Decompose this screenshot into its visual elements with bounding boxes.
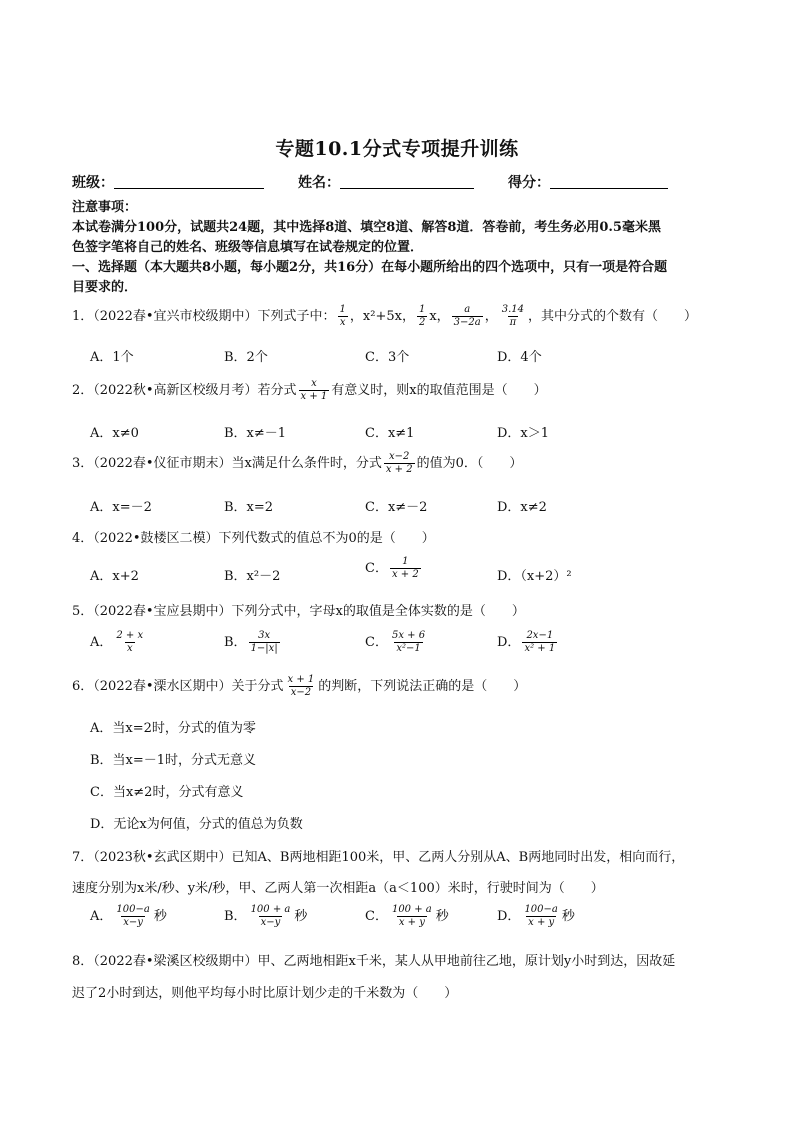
q1-stem-a: 1．（2022春•宜兴市校级期中）下列式子中：: [72, 309, 336, 324]
question-8-line-2: 迟了2小时到达，则他平均每小时比原计划少走的千米数为（ ）: [72, 986, 458, 1001]
q7-option-c[interactable]: C． $\frac{100 + a}{x + y}$ 秒: [365, 904, 449, 928]
class-blank[interactable]: [114, 174, 264, 189]
q6-frac: $\frac{x + 1}{x-2}$: [287, 674, 315, 698]
notes-heading: 注意事项：: [72, 200, 138, 215]
name-field: [298, 172, 474, 192]
q1-frac-4: $\frac{3.14}{\pi}$: [501, 304, 525, 328]
q2-option-b[interactable]: B．x≠－1: [224, 426, 287, 441]
question-7-line-1: 7．（2023秋•玄武区期中）已知A、B两地相距100米，甲、乙两人分别从A、B两地同时出发，相向而行，: [72, 850, 685, 865]
q1-option-c[interactable]: C．3个: [365, 350, 410, 365]
q2-stem-a: 2．（2022秋•高新区校级月考）若分式: [72, 383, 297, 398]
q6-option-b[interactable]: B．当x=－1时，分式无意义: [90, 753, 257, 768]
score-field: [508, 172, 668, 192]
notes-line-1: 本试卷满分100分，试题共24题，其中选择8道、填空8道、解答8道．答卷前，考生务必用0.5毫米黑: [72, 220, 661, 235]
q4-option-c[interactable]: C． $\frac{1}{x + 2}$: [365, 556, 419, 580]
section1-line-2: 目要求的．: [72, 280, 138, 295]
q2-option-d[interactable]: D．x＞1: [497, 426, 550, 441]
section1-line-1: 一、选择题（本大题共8小题，每小题2分，共16分）在每小题所给出的四个选项中，只有一项是符合题: [72, 260, 668, 275]
question-3: [72, 451, 522, 476]
question-8-line-1: 8．（2022春•梁溪区校级期中）甲、乙两地相距x千米，某人从甲地前往乙地，原计划y小时到达，因故延: [72, 954, 676, 969]
q6-option-a[interactable]: A．当x=2时，分式的值为零: [90, 721, 256, 736]
q3-stem-a: 3．（2022春•仪征市期末）当x满足什么条件时，分式: [72, 456, 382, 471]
q6-stem-b: 的判断，下列说法正确的是（ ）: [318, 679, 527, 694]
q2-frac: $\frac{x}{x + 1}$: [300, 378, 328, 402]
q1-frac-1: $\frac{1}{x}$: [339, 304, 346, 328]
q7-option-d[interactable]: D． $\frac{100-a}{x + y}$ 秒: [497, 904, 575, 928]
class-field: [72, 172, 264, 192]
q5-option-c[interactable]: C． $\frac{5x + 6}{\text{x²−1}}$: [365, 630, 426, 654]
q1-frac-3: $\frac{a}{3-2a}$: [453, 304, 481, 328]
q2-option-a[interactable]: A．x≠0: [90, 426, 139, 441]
q4-option-a[interactable]: A．x+2: [90, 569, 139, 584]
q1-option-a[interactable]: A．1个: [90, 350, 134, 365]
q1-stem-b: ，其中分式的个数有（ ）: [528, 309, 698, 324]
q5-option-a[interactable]: A． $\frac{2 + x}{x}$: [90, 630, 144, 654]
q1-text-1: ，x²+5x，: [349, 309, 415, 324]
q1-text-2: x，: [429, 309, 450, 324]
class-label: 班级：: [72, 175, 114, 191]
score-blank[interactable]: [550, 174, 668, 189]
question-6: [72, 674, 526, 699]
q6-option-c[interactable]: C．当x≠2时，分式有意义: [90, 785, 244, 800]
page-title: 专题10.1分式专项提升训练: [275, 138, 519, 160]
question-1: [72, 304, 697, 329]
q1-option-d[interactable]: D．4个: [497, 350, 542, 365]
q6-option-d[interactable]: D．无论x为何值，分式的值总为负数: [90, 817, 303, 832]
question-7-line-2: 速度分别为x米/秒、y米/秒，甲、乙两人第一次相距a（a＜100）米时，行驶时间为（ ）: [72, 881, 604, 896]
q3-option-d[interactable]: D．x≠2: [497, 500, 547, 515]
q7-option-b[interactable]: B． $\frac{100 + a}{x-y}$ 秒: [224, 904, 308, 928]
q3-option-b[interactable]: B．x=2: [224, 500, 274, 515]
name-label: 姓名：: [298, 175, 340, 191]
q5-option-b[interactable]: B． $\frac{3x}{1-|x|}$: [224, 630, 278, 654]
q4-option-c-frac: $\frac{1}{x + 2}$: [391, 556, 419, 580]
question-5: 5．（2022春•宝应县期中）下列分式中，字母x的取值是全体实数的是（ ）: [72, 604, 525, 619]
score-label: 得分：: [508, 175, 550, 191]
q1-frac-2: $\frac{1}{2}$: [418, 304, 426, 328]
q4-option-b[interactable]: B．x²－2: [224, 569, 281, 584]
notes-line-2: 色签字笔将自己的姓名、班级等信息填写在试卷规定的位置．: [72, 240, 424, 255]
q1-text-3: ，: [484, 309, 498, 324]
q3-option-a[interactable]: A．x=－2: [90, 500, 152, 515]
q3-stem-b: 的值为0．（ ）: [416, 456, 523, 471]
q3-frac: $\frac{x-2}{x + 2}$: [385, 451, 413, 475]
q2-stem-b: 有意义时，则x的取值范围是（ ）: [331, 383, 547, 398]
q3-option-c[interactable]: C．x≠－2: [365, 500, 428, 515]
q7-option-a[interactable]: A． $\frac{100-a}{x-y}$ 秒: [90, 904, 167, 928]
q5-option-d[interactable]: D． $\frac{2x-1}{\text{x² + 1}}$: [497, 630, 556, 654]
question-2: [72, 378, 547, 403]
q4-option-d[interactable]: D．（x+2）²: [497, 569, 572, 584]
question-4: 4．（2022•鼓楼区二模）下列代数式的值总不为0的是（ ）: [72, 531, 435, 546]
q2-option-c[interactable]: C．x≠1: [365, 426, 415, 441]
q1-option-b[interactable]: B．2个: [224, 350, 268, 365]
name-blank[interactable]: [340, 174, 474, 189]
q6-stem-a: 6．（2022春•溧水区期中）关于分式: [72, 679, 284, 694]
